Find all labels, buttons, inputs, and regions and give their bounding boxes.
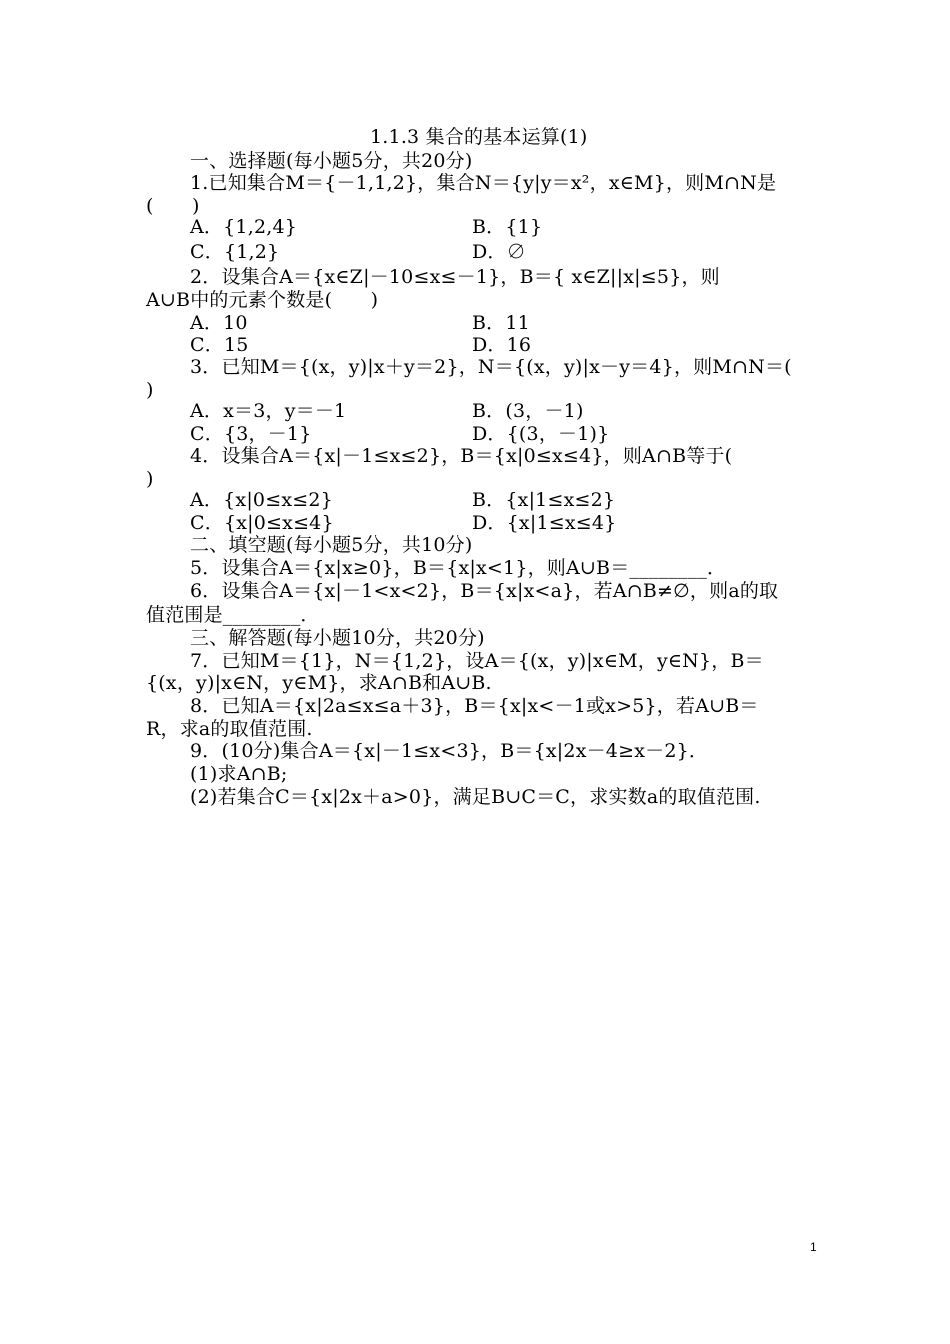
section-heading-fill: 二、填空题(每小题5分，共10分) xyxy=(190,534,473,556)
q9-line-1: 9．(10分)集合A＝{x|－1≤x<3}，B＝{x|2x－4≥x－2}． xyxy=(190,740,709,762)
q9-part-2: (2)若集合C＝{x|2x＋a>0}，满足B∪C＝C，求实数a的取值范围. xyxy=(190,786,761,808)
section-heading-choice: 一、选择题(每小题5分，共20分) xyxy=(190,150,473,172)
q2-stem: 2．设集合A＝{x∈Z|－10≤x≤－1}，B＝{ x∈Z||x|≤5}，则 xyxy=(190,266,720,288)
q8-line-1: 8．已知A＝{x|2a≤x≤a＋3}，B＝{x|x<－1或x>5}，若A∪B＝ xyxy=(190,695,759,717)
q2-option-c: C．15 xyxy=(190,334,249,356)
q3-stem-paren: ) xyxy=(146,379,154,401)
page-number: 1 xyxy=(810,1240,817,1254)
q5: 5．设集合A＝{x|x≥0}，B＝{x|x<1}，则A∪B＝________． xyxy=(190,557,727,579)
q2-stem-cont: A∪B中的元素个数是( ) xyxy=(146,289,379,311)
q3-option-c: C．{3，－1} xyxy=(190,423,312,445)
q2-option-b: B．11 xyxy=(472,312,530,334)
q3-option-a: A．x＝3，y＝－1 xyxy=(190,400,347,422)
q4-option-a: A．{x|0≤x≤2} xyxy=(190,489,333,511)
q1-option-b: B．{1} xyxy=(472,216,543,238)
q7-line-2: {(x，y)|x∈N，y∈M}，求A∩B和A∪B. xyxy=(146,672,492,694)
q3-option-d: D．{(3，－1)} xyxy=(472,423,610,445)
q8-line-2: R，求a的取值范围. xyxy=(146,718,313,740)
q4-option-c: C．{x|0≤x≤4} xyxy=(190,512,334,534)
q1-option-d: D．∅ xyxy=(472,241,526,263)
section-heading-solve: 三、解答题(每小题10分，共20分) xyxy=(190,627,485,649)
q1-option-c: C．{1,2} xyxy=(190,241,280,263)
q2-option-a: A．10 xyxy=(190,312,248,334)
q1-option-a: A．{1,2,4} xyxy=(190,216,298,238)
q4-option-d: D．{x|1≤x≤4} xyxy=(472,512,617,534)
page-title: 1.1.3 集合的基本运算(1) xyxy=(370,126,588,148)
q3-stem: 3．已知M＝{(x，y)|x＋y＝2}，N＝{(x，y)|x－y＝4}，则M∩N＝( xyxy=(190,356,792,378)
q1-stem-paren: ( ) xyxy=(146,195,200,217)
q4-stem-paren: ) xyxy=(146,468,154,490)
q7-line-1: 7．已知M＝{1}，N＝{1,2}，设A＝{(x，y)|x∈M，y∈N}，B＝ xyxy=(190,650,764,672)
q9-part-1: (1)求A∩B; xyxy=(190,763,288,785)
q1-stem: 1.已知集合M＝{－1,1,2}，集合N＝{y|y＝x²，x∈M}，则M∩N是 xyxy=(190,172,777,194)
q3-option-b: B．(3，－1) xyxy=(472,400,584,422)
q4-stem: 4．设集合A＝{x|－1≤x≤2}，B＝{x|0≤x≤4}，则A∩B等于( xyxy=(190,445,733,467)
q6-line-1: 6．设集合A＝{x|－1<x<2}，B＝{x|x<a}，若A∩B≠∅，则a的取 xyxy=(190,580,779,602)
q6-line-2: 值范围是________． xyxy=(146,604,320,626)
q2-option-d: D．16 xyxy=(472,334,532,356)
q4-option-b: B．{x|1≤x≤2} xyxy=(472,489,616,511)
